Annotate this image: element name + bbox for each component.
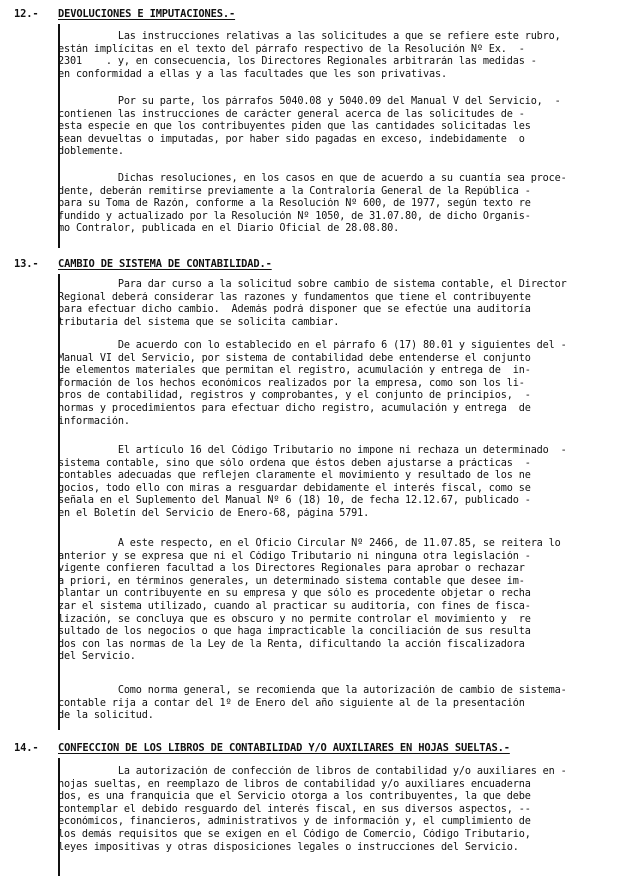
paragraph	[58, 96, 614, 159]
text-line: están implícitas en el texto del párrafo respectivo de la Resolución Nº Ex. -	[58, 43, 525, 55]
section-title: CONFECCION DE LOS LIBROS DE CONTABILIDAD Y/O AUXILIARES EN HOJAS SUELTAS.-	[58, 742, 510, 754]
text-line: dos con las normas de la Ley de la Renta, dificultando la acción fiscalizadora	[58, 638, 525, 650]
text-line: De acuerdo con lo establecido en el párrafo 6 (17) 80.01 y siguientes del -	[58, 340, 567, 351]
text-line: de la solicitud.	[58, 710, 154, 722]
text-line: información.	[58, 415, 130, 427]
text-line: normas y procedimientos para efectuar dicho registro, acumulación y entrega de	[58, 402, 531, 414]
text-line: Dichas resoluciones, en los casos en que de acuerdo a su cuantía sea proce-	[58, 173, 567, 184]
text-line: contables adecuadas que reflejen claramente el movimiento y resultado de los ne	[58, 470, 531, 482]
text-line: vigente confieren facultad a los Directores Regionales para aprobar o rechazar	[58, 563, 525, 575]
text-line: esta especie en que los contribuyentes piden que las cantidades solicitadas les	[58, 121, 531, 133]
text-line: zar el sistema utilizado, cuando al practicar su auditoría, con fines de fisca-	[58, 600, 531, 612]
text-line: en conformidad a ellas y a las facultades que les son privativas.	[58, 68, 447, 80]
text-line: para efectuar dicho cambio. Además podrá disponer que se efectúe una auditoría	[58, 304, 531, 316]
text-line: los demás requisitos que se exigen en el Código de Comercio, Código Tributario,	[58, 828, 531, 840]
text-line: leyes impositivas y otras disposiciones legales o instrucciones del Servicio.	[58, 841, 519, 853]
section-title: CAMBIO DE SISTEMA DE CONTABILIDAD.-	[58, 258, 272, 270]
text-line: 2301 . y, en consecuencia, los Directores Regionales arbitrarán las medidas -	[58, 56, 537, 68]
text-line: para su Toma de Razón, conforme a la Resolución Nº 600, de 1977, según texto re	[58, 198, 531, 210]
text-line: señala en el Suplemento del Manual Nº 6 (18) 10, de fecha 12.12.67, publicado -	[58, 495, 531, 507]
text-line: anterior y se expresa que ni el Código Tributario ni ninguna otra legislación -	[58, 550, 531, 562]
text-line: Regional deberá considerar las razones y fundamentos que tiene el contribuyente	[58, 291, 531, 303]
text-line: fundido y actualizado por la Resolución Nº 1050, de 31.07.80, de dicho Organis-	[58, 210, 531, 222]
text-line: formación de los hechos económicos realizados por la empresa, como son los li-	[58, 377, 525, 389]
text-line: hojas sueltas, en reemplazo de libros de contabilidad y/o auxiliares encuaderna	[58, 778, 531, 790]
text-line: dente, deberán remitirse previamente a la Contraloría General de la República -	[58, 185, 531, 197]
text-line: mo Contralor, publicada en el Diario Oficial de 28.08.80.	[58, 223, 400, 235]
text-line: Por su parte, los párrafos 5040.08 y 5040.09 del Manual V del Servicio, -	[58, 96, 561, 107]
text-line: sean devueltas o imputadas, por haber sido pagadas en exceso, indebidamente o	[58, 133, 525, 145]
text-line: gocios, todo ello con miras a resguardar debidamente el interés fiscal, como se	[58, 482, 531, 494]
text-line: doblemente.	[58, 146, 124, 158]
text-line: A este respecto, en el Oficio Circular Nº 2466, de 11.07.85, se reitera lo	[58, 538, 561, 549]
section-number: 12.-	[14, 8, 39, 20]
paragraph	[58, 445, 614, 521]
text-line: sultado de los negocios o que haga impracticable la conciliación de sus resulta	[58, 626, 531, 638]
section-title: DEVOLUCIONES E IMPUTACIONES.-	[58, 8, 236, 20]
section-number: 13.-	[14, 258, 39, 270]
text-line: contienen las instrucciones de carácter general acerca de las solicitudes de -	[58, 108, 525, 120]
paragraph	[58, 685, 614, 723]
paragraph	[58, 279, 614, 329]
section-number: 14.-	[14, 742, 39, 754]
text-line: dos, es una franquicia que el Servicio otorga a los contribuyentes, la que debe	[58, 791, 531, 803]
text-line: del Servicio.	[58, 651, 136, 663]
text-line: Para dar curso a la solicitud sobre cambio de sistema contable, el Director	[58, 279, 567, 290]
text-line: contable rija a contar del 1º de Enero del año siguiente al de la presentación	[58, 697, 525, 709]
text-line: plantar un contribuyente en su empresa y que sólo es procedente objetar o recha	[58, 588, 531, 600]
text-line: La autorización de confección de libros de contabilidad y/o auxiliares en -	[58, 766, 567, 777]
text-line: El artículo 16 del Código Tributario no impone ni rechaza un determinado -	[58, 445, 567, 456]
paragraph	[58, 31, 614, 81]
paragraph	[58, 538, 614, 664]
text-line: a priori, en términos generales, un determinado sistema contable que desee im-	[58, 575, 525, 587]
text-line: tributaria del sistema que se solicita cambiar.	[58, 316, 340, 328]
text-line: Las instrucciones relativas a las solicitudes a que se refiere este rubro,	[58, 31, 561, 42]
text-line: económicos, financieros, administrativos y de información y, el cumplimiento de	[58, 816, 531, 828]
text-line: bros de contabilidad, registros y comprobantes, y el conjunto de principios, -	[58, 390, 531, 402]
text-line: lización, se concluya que es obscuro y no permite controlar el movimiento y re	[58, 613, 531, 625]
text-line: de elementos materiales que permitan el registro, acumulación y entrega de in-	[58, 365, 531, 377]
text-line: Como norma general, se recomienda que la autorización de cambio de sistema-	[58, 685, 567, 696]
paragraph	[58, 173, 614, 236]
paragraph	[58, 340, 614, 428]
text-line: Manual VI del Servicio, por sistema de contabilidad debe entenderse el conjunto	[58, 352, 531, 364]
text-line: contemplar el debido resguardo del interés fiscal, en sus diversos aspectos, --	[58, 803, 531, 815]
text-line: sistema contable, sino que sólo ordena que éstos deben ajustarse a prácticas -	[58, 457, 531, 469]
paragraph	[58, 766, 614, 854]
text-line: en el Boletín del Servicio de Enero-68, página 5791.	[58, 507, 370, 519]
